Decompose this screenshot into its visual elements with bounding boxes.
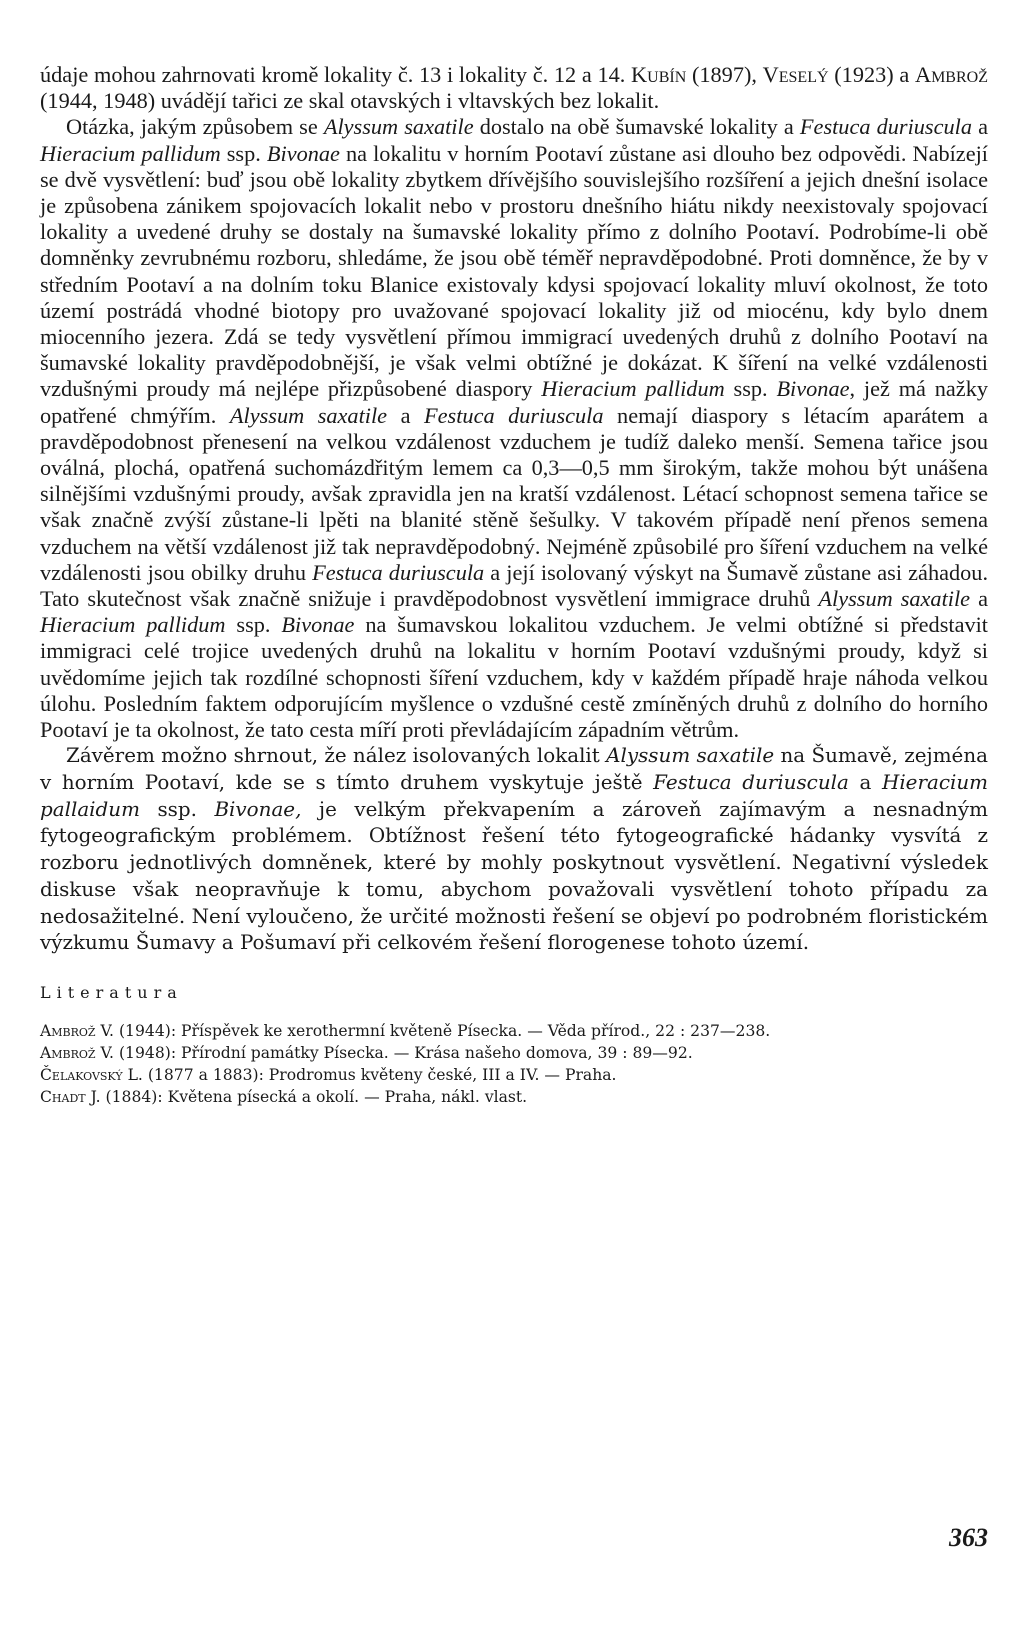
text-run: a (387, 402, 425, 428)
paragraph-1 (40, 62, 988, 114)
species-name: Bivonae (281, 612, 355, 638)
text-run: dostalo na obě šumavské lokality a (473, 114, 800, 140)
species-name: Festuca duriuscula (312, 559, 485, 585)
species-name: Festuca duriuscula (424, 402, 604, 428)
text-run: ssp. (139, 797, 215, 821)
body-text (40, 62, 988, 957)
author-name: Veselý (762, 62, 829, 87)
text-run: ssp. (225, 612, 282, 638)
text-run: a (972, 114, 988, 140)
text-run: a její isolovaný výskyt na Šumavě zůstane asi záhadou. Tato skutečnost však značně snižuje i pravděpodobnost vysvětlení immigrace druhů (40, 559, 989, 612)
reference-list (40, 1020, 988, 1108)
species-name: Bivonae (776, 376, 850, 402)
text-run: na lokalitu v horním Pootaví zůstane asi dlouho bez odpovědi. Nabízejí se dvě vysvětlení: buď jsou obě lokality zbytkem dřívějšího souvislejšího rozšíření a jejich dnešní isolace je způsobena zánikem spojovacích lokalit nebo v prostoru dnešního hiátu nikdy neexistovaly spojovací lokality a uvedené druhy se dostaly na šumavské lokality přímo z dolního Pootaví. Podrobíme-li obě domněnky zevrubnému rozboru, shledáme, že jsou obě téměř nepravděpodobné. Proti domněnce, že by v středním Pootaví a na dolním toku Blanice existovaly kdysi spojovací lokality mluví okolnost, že toto území postrádá vhodné biotopy pro uvažované spojovací lokality již od miocénu, kdy bylo dnem miocenního jezera. Zdá se tedy vysvětlení přímou immigrací uvedených druhů z dolního Pootaví na šumavské lokality pravděpodobnější, je však velmi obtížné je dokázat. K šíření na velké vzdálenosti vzdušnými proudy má nejlépe přizpůsobené diaspory (40, 140, 988, 402)
reference-item (40, 1086, 988, 1108)
text-run: , jež má nažky opatřené chmýřím. (40, 376, 989, 428)
text-run: (1923) a (828, 62, 915, 87)
reference-author: Čelakovský (40, 1065, 123, 1084)
text-run: ssp. (724, 376, 777, 402)
page-content (40, 62, 988, 1108)
reference-text: V. (1948): Přírodní památky Písecka. — Krása našeho domova, 39 : 89—92. (95, 1043, 693, 1062)
reference-author: Ambrož (40, 1021, 96, 1040)
text-run: a (848, 770, 882, 794)
reference-author: Chadt (40, 1087, 86, 1106)
text-run: je velkým překvapením a zároveň zajímavým a nesnadným fytogeografickým problémem. Obtížnost řešení této fytogeografické hádanky vysvítá z rozboru jednotlivých domněnek, které by mohly poskytnout vysvětlení. Negativní výsledek diskuse však neopravňuje k tomu, abychom považovali vysvětlení tohoto případu za nedosažitelné. Není vyloučeno, že určité možnosti řešení se objeví po podrobném floristickém výzkumu Šumavy a Pošumaví při celkovém řešení florogenese tohoto území. (40, 797, 988, 955)
species-name: Festuca duriuscula (799, 114, 972, 140)
species-name: Hieracium pallidum (40, 140, 221, 166)
text-run: a (970, 586, 988, 612)
species-name: Alyssum saxatile (323, 114, 474, 140)
species-name: Bivonae (266, 140, 340, 166)
text-run: údaje mohou zahrnovati kromě lokality č. 13 i lokality č. 12 a 14. (40, 62, 632, 87)
text-run: (1897), (686, 62, 763, 87)
reference-author: Ambrož (40, 1043, 96, 1062)
text-run: nemají diaspory s létacím aparátem a pravděpodobnost přenesení na velkou vzdálenost vzduchem je tudíž daleko menší. Semena tařice jsou oválná, plochá, opatřená suchomázdřitým lemem ca 0,3—0,5 mm širokým, takže mohou být unášena silnějšími vzdušnými proudy, avšak zpravidla jen na kratší vzdálenost. Létací schopnost semena tařice se však značně zvýší zůstane-li lpěti na blanité stěně šešulky. V takovém případě není přenos semena vzduchem na větší vzdálenost již tak nepravděpodobný. Nejméně způsobilé pro šíření vzduchem na velké vzdálenosti jsou obilky druhu (40, 402, 989, 585)
reference-text: L. (1877 a 1883): Prodromus květeny české, III a IV. — Praha. (122, 1065, 617, 1084)
page-number: 363 (949, 1523, 988, 1552)
species-name: Alyssum saxatile (229, 402, 388, 428)
text-run: Otázka, jakým způsobem se (66, 114, 324, 140)
text-run: Závěrem možno shrnout, že nález isolovaných lokalit (66, 744, 607, 768)
species-name: Bivonae, (214, 797, 302, 821)
species-name: Hieracium pallidum (541, 376, 725, 402)
species-name: Hieracium pallidum (40, 612, 226, 638)
text-run: na šumavskou lokalitou vzduchem. Je velmi obtížné si představit immigraci celé trojice uvedených druhů na lokalitu v horním Pootaví vzdušnými proudy, když si uvědomíme jejich tak rozdílné schopnosti šíření vzduchem, kdy v každém případě hraje náhoda velkou úlohu. Posledním faktem odporujícím myšlence o vzdušné cestě zmíněných druhů z dolního do horního Pootaví je ta okolnost, že tato cesta míří proti převládajícím západním větrům. (40, 612, 988, 743)
reference-item (40, 1064, 988, 1086)
species-name: Festuca duriuscula (653, 770, 849, 794)
author-name: Kubín (631, 62, 687, 87)
text-run: (1944, 1948) uvádějí tařici ze skal otavských i vltavských bez lokalit. (40, 88, 660, 114)
author-name: Ambrož (914, 62, 988, 87)
species-name: Alyssum saxatile (606, 744, 775, 768)
text-run: na Šumavě, zejména v horním Pootaví, kde se s tímto druhem vyskytuje ještě (40, 744, 988, 794)
paragraph-2 (40, 114, 988, 743)
reference-item (40, 1020, 988, 1042)
paragraph-3 (40, 743, 988, 957)
text-run: ssp. (220, 140, 267, 166)
reference-text: J. (1884): Květena písecká a okolí. — Praha, nákl. vlast. (85, 1087, 528, 1106)
reference-item (40, 1042, 988, 1064)
species-name: Alyssum saxatile (818, 586, 971, 612)
species-name: Hieracium pallaidum (40, 770, 988, 821)
literature-heading: Literatura (40, 982, 183, 1002)
reference-text: V. (1944): Příspěvek ke xerothermní květeně Písecka. — Věda přírod., 22 : 237—238. (95, 1021, 771, 1040)
